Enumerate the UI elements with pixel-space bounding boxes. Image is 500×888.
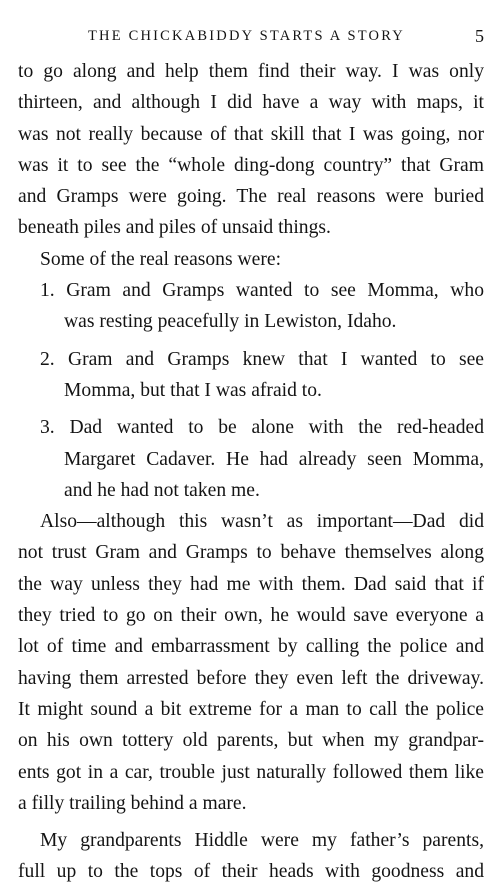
text-line: My grandparents Hiddle were my father’s parents,	[40, 830, 484, 852]
list-item-line: was resting peacefully in Lewiston, Idaho.	[64, 311, 397, 333]
text-line: to go along and help them find their way. I was only	[18, 61, 484, 82]
text-line: and Gramps were going. The real reasons were buried	[18, 186, 484, 208]
text-line: Also—although this wasn’t as important—Dad did	[40, 511, 484, 533]
text-line: It might sound a bit extreme for a man to call the police	[18, 698, 484, 720]
list-item-line: and he had not taken me.	[64, 479, 260, 501]
text-line: a filly trailing behind a mare.	[18, 792, 247, 814]
text-line: beneath piles and piles of unsaid things.	[18, 217, 331, 239]
list-item-line: 3. Dad wanted to be alone with the red-headed	[40, 417, 484, 439]
running-title: THE CHICKABIDDY STARTS A STORY	[88, 28, 405, 44]
list-item-line: 2. Gram and Gramps knew that I wanted to see	[40, 348, 484, 370]
text-line: ents got in a car, trouble just naturally followed them like	[18, 761, 484, 783]
list-item-line: Margaret Cadaver. He had already seen Momma,	[64, 448, 484, 470]
text-line: lot of time and embarrassment by calling the police and	[18, 636, 484, 658]
list-item-line: Momma, but that I was afraid to.	[64, 379, 322, 401]
body-text	[18, 56, 484, 888]
page-number: 5	[475, 26, 484, 46]
running-head	[0, 28, 500, 50]
list-item-line: 1. Gram and Gramps wanted to see Momma, who	[40, 280, 484, 302]
text-line: Some of the real reasons were:	[40, 248, 282, 270]
text-line: was it to see the “whole ding-dong country” that Gram	[18, 154, 484, 176]
text-line: on his own tottery old parents, but when my grandpar-	[18, 730, 484, 752]
text-line: not trust Gram and Gramps to behave themselves along	[18, 542, 484, 564]
text-line: having them arrested before they even left the driveway.	[18, 667, 484, 689]
text-line: full up to the tops of their heads with goodness and	[18, 861, 484, 883]
text-line: was not really because of that skill that I was going, nor	[18, 123, 484, 145]
text-line: thirteen, and although I did have a way with maps, it	[18, 92, 484, 114]
text-line: the way unless they had me with them. Dad said that if	[18, 573, 484, 595]
text-line: they tried to go on their own, he would save everyone a	[18, 605, 484, 627]
